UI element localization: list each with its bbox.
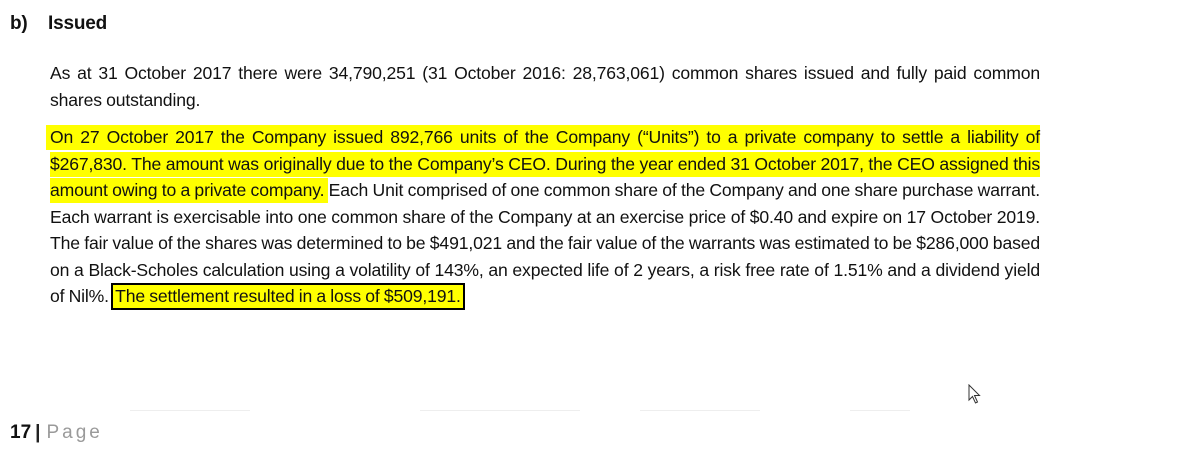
section-heading: [10, 13, 107, 35]
paragraph-plain-text: Each Unit comprised of one common share of the Company and one share purchase warrant. Each warrant is exercisable into one common share of the Company at an exercise price of $0.40 and expire on 17 October 2019. The fair value of the shares was determined to be $491,021 and the fair value of the warrants was estimated to be $286,000 based on a Black-Scholes calculation using a volatility of 143%, an expected life of 2 years, a risk free rate of 1.51% and a dividend yield of Nil%.: [50, 180, 1040, 306]
divider: [130, 410, 250, 411]
footer-separator: |: [35, 422, 41, 443]
page-word: Page: [46, 422, 103, 443]
section-title: Issued: [48, 13, 107, 34]
section-label: b): [10, 13, 28, 34]
paragraph-shares-outstanding: As at 31 October 2017 there were 34,790,251 (31 October 2016: 28,763,061) common shares issued and fully paid common shares outstanding.: [50, 63, 1040, 110]
divider: [850, 410, 910, 411]
paragraph-units-issued: [50, 124, 1040, 310]
page-footer: [10, 422, 103, 444]
page-number: 17: [10, 422, 32, 443]
boxed-highlighted-text: The settlement resulted in a loss of $509,191.: [115, 286, 461, 306]
highlighted-text: On 27 October 2017 the Company issued 892,766 units of the Company (“Units”) to a private company to settle a liability of $267,830. The amount was originally due to the Company’s CEO. During the year ended 31 October 2017, the CEO assigned this amount owing to a private company.: [50, 125, 1040, 203]
divider: [640, 410, 760, 411]
divider: [420, 410, 580, 411]
mouse-pointer-icon: [968, 384, 982, 404]
